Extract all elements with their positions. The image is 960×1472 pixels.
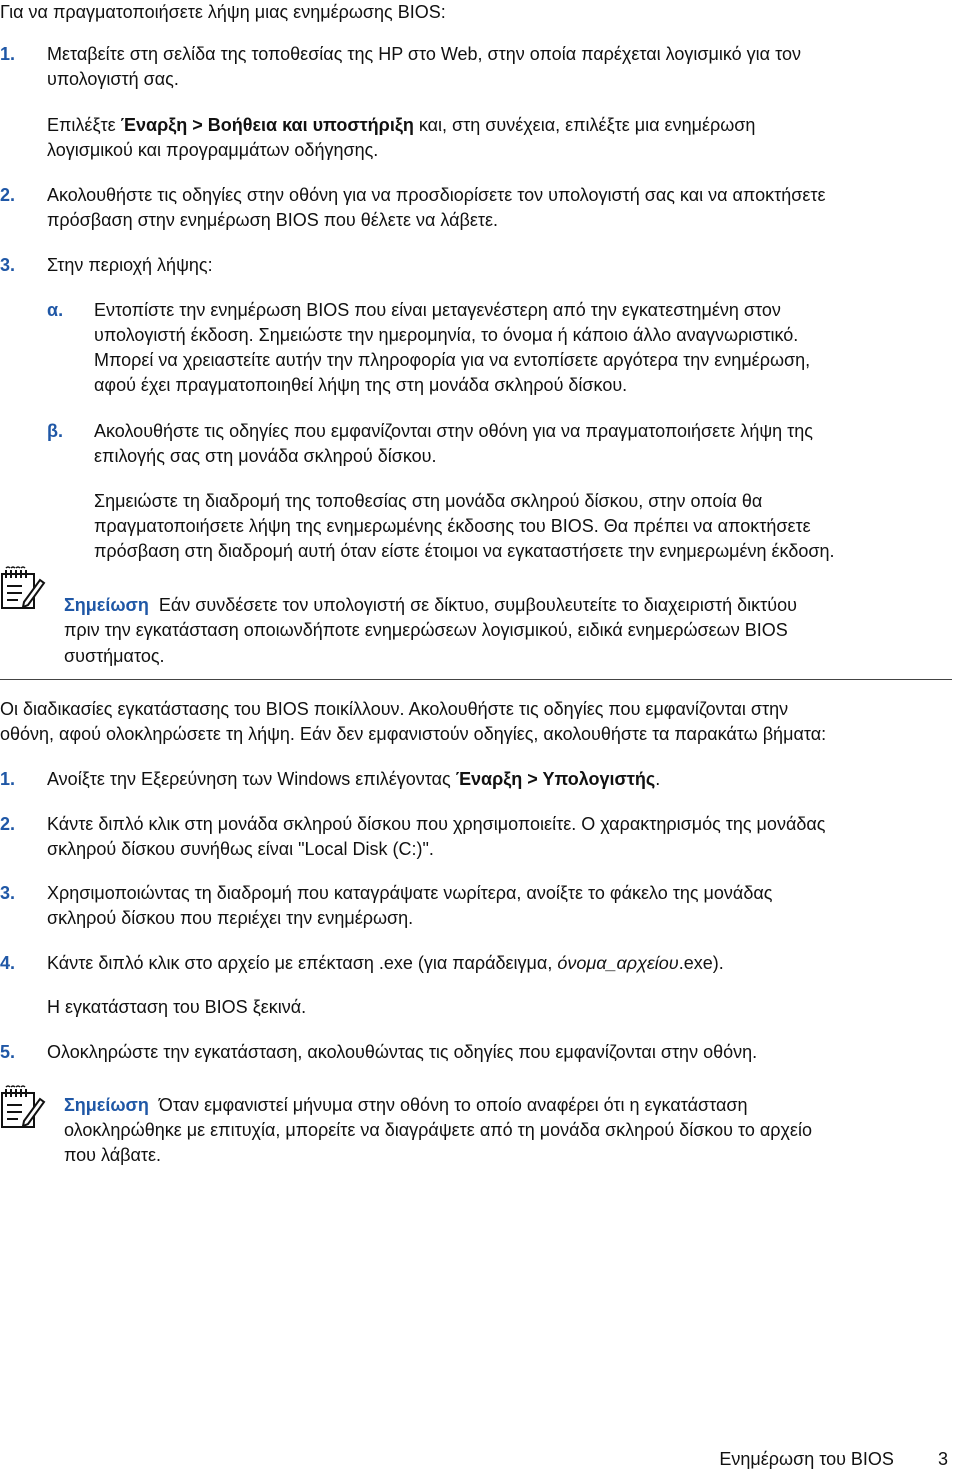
step-text: Μεταβείτε στη σελίδα της τοποθεσίας της HP στο Web, στην οποία παρέχεται λογισμικό για τον bbox=[47, 44, 801, 64]
substep-text: Ακολουθήστε τις οδηγίες που εμφανίζονται στην οθόνη για να πραγματοποιήσετε λήψη της bbox=[94, 421, 813, 441]
step-number: 1. bbox=[0, 769, 16, 789]
note-text: Σημείωση Εάν συνδέσετε τον υπολογιστή σε δίκτυο, συμβουλευτείτε το διαχειριστή δικτύου bbox=[64, 595, 797, 615]
step-text: Στην περιοχή λήψης: bbox=[47, 255, 213, 275]
note-label: Σημείωση bbox=[64, 1095, 149, 1115]
install-intro-text: Οι διαδικασίες εγκατάστασης του BIOS ποικίλλουν. Ακολουθήστε τις οδηγίες που εμφανίζονται στην bbox=[0, 699, 789, 719]
step-text: πρόσβαση στην ενημέρωση BIOS που θέλετε να λάβετε. bbox=[47, 210, 499, 230]
step-number: 2. bbox=[0, 814, 16, 834]
note-text: συστήματος. bbox=[64, 646, 165, 666]
step-number: 3. bbox=[0, 255, 16, 275]
step-text: σκληρού δίσκου που περιέχει την ενημέρωση. bbox=[47, 908, 414, 928]
substep-text: Εντοπίστε την ενημέρωση BIOS που είναι μεταγενέστερη από την εγκατεστημένη στον bbox=[94, 300, 781, 320]
substep-letter: β. bbox=[47, 421, 63, 441]
step-number: 3. bbox=[0, 883, 16, 903]
substep-letter: α. bbox=[47, 300, 64, 320]
step-text: Ολοκληρώστε την εγκατάσταση, ακολουθώντας τις οδηγίες που εμφανίζονται στην οθόνη. bbox=[47, 1042, 758, 1062]
step-number: 2. bbox=[0, 185, 16, 205]
note-label: Σημείωση bbox=[64, 595, 149, 615]
step-text: λογισμικού και προγραμμάτων οδήγησης. bbox=[47, 140, 379, 160]
step-text: Κάντε διπλό κλικ στο αρχείο με επέκταση .exe (για παράδειγμα, όνομα_αρχείου.exe). bbox=[47, 953, 724, 973]
step-text: Κάντε διπλό κλικ στη μονάδα σκληρού δίσκου που χρησιμοποιείτε. Ο χαρακτηρισμός της μονάδας bbox=[47, 814, 826, 834]
note-text: που λάβατε. bbox=[64, 1145, 162, 1165]
step-number: 4. bbox=[0, 953, 16, 973]
note-text: πριν την εγκατάσταση οποιωνδήποτε ενημερώσεων λογισμικού, ειδικά ενημερώσεων BIOS bbox=[64, 620, 788, 640]
step-text: Ακολουθήστε τις οδηγίες στην οθόνη για να προσδιορίσετε τον υπολογιστή σας και να αποκτήσετε bbox=[47, 185, 826, 205]
step-number: 5. bbox=[0, 1042, 16, 1062]
menu-path: Έναρξη > Βοήθεια και υποστήριξη bbox=[120, 115, 414, 135]
intro-text: Για να πραγματοποιήσετε λήψη μιας ενημέρωσης BIOS: bbox=[0, 2, 446, 22]
page-number: 3 bbox=[937, 1449, 948, 1469]
substep-text: αφού έχει πραγματοποιηθεί λήψη της στη μονάδα σκληρού δίσκου. bbox=[94, 375, 628, 395]
note-text: ολοκληρώθηκε με επιτυχία, μπορείτε να διαγράψετε από τη μονάδα σκληρού δίσκου το αρχείο bbox=[64, 1120, 812, 1140]
note-divider bbox=[0, 679, 952, 680]
menu-path: Έναρξη > Υπολογιστής bbox=[455, 769, 656, 789]
substep-text: υπολογιστή έκδοση. Σημειώστε την ημερομηνία, το όνομα ή κάποιο άλλο αναγνωριστικό. bbox=[94, 325, 799, 345]
path-note-text: Σημειώστε τη διαδρομή της τοποθεσίας στη μονάδα σκληρού δίσκου, στην οποία θα bbox=[94, 491, 763, 511]
page-footer bbox=[719, 1447, 948, 1472]
install-intro-text: οθόνη, αφού ολοκληρώσετε τη λήψη. Εάν δεν εμφανιστούν οδηγίες, ακολουθήστε τα παρακάτω βήματα: bbox=[0, 724, 827, 744]
note-text: Σημείωση Όταν εμφανιστεί μήνυμα στην οθόνη το οποίο αναφέρει ότι η εγκατάσταση bbox=[64, 1095, 748, 1115]
step-text: σκληρού δίσκου συνήθως είναι "Local Disk (C:)". bbox=[47, 839, 434, 859]
note-pad-icon bbox=[0, 566, 46, 612]
step-subtext: Η εγκατάσταση του BIOS ξεκινά. bbox=[47, 997, 307, 1017]
step-text: Χρησιμοποιώντας τη διαδρομή που καταγράψατε νωρίτερα, ανοίξτε το φάκελο της μονάδας bbox=[47, 883, 773, 903]
step-number: 1. bbox=[0, 44, 16, 64]
path-note-text: πραγματοποιήσετε λήψη της ενημερωμένης έκδοσης του BIOS. Θα πρέπει να αποκτήσετε bbox=[94, 516, 811, 536]
substep-text: επιλογής σας στη μονάδα σκληρού δίσκου. bbox=[94, 446, 437, 466]
step-text: υπολογιστή σας. bbox=[47, 69, 179, 89]
step-text: Ανοίξτε την Εξερεύνηση των Windows επιλέγοντας Έναρξη > Υπολογιστής. bbox=[47, 769, 661, 789]
filename-placeholder: όνομα_αρχείου bbox=[557, 953, 679, 973]
note-pad-icon bbox=[0, 1085, 46, 1131]
path-note-text: πρόσβαση στη διαδρομή αυτή όταν είστε έτοιμοι να εγκαταστήσετε την ενημερωμένη έκδοση. bbox=[94, 541, 835, 561]
step-text: Επιλέξτε Έναρξη > Βοήθεια και υποστήριξη και, στη συνέχεια, επιλέξτε μια ενημέρωση bbox=[47, 115, 756, 135]
substep-text: Μπορεί να χρειαστείτε αυτήν την πληροφορία για να εντοπίσετε αργότερα την ενημέρωση, bbox=[94, 350, 811, 370]
footer-title: Ενημέρωση του BIOS bbox=[719, 1449, 894, 1469]
